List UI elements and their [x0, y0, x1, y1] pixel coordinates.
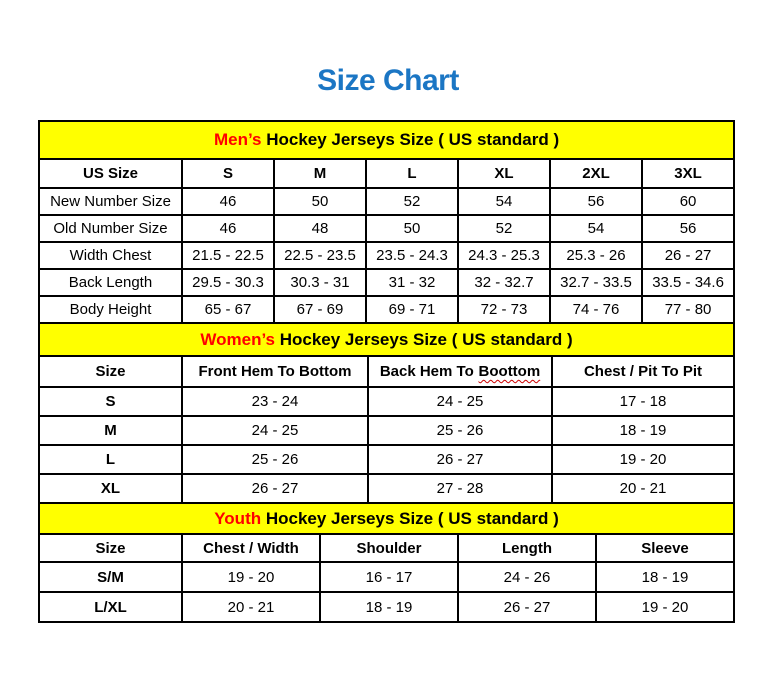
mens-accent-word: Men’s [213, 130, 262, 149]
table-cell: 24 - 26 [458, 562, 596, 592]
table-row [39, 474, 734, 503]
table-cell: 21.5 - 22.5 [182, 242, 274, 269]
row-label: S [39, 387, 182, 416]
table-cell: 52 [458, 215, 550, 242]
table-cell: 48 [274, 215, 366, 242]
table-cell: 65 - 67 [182, 296, 274, 323]
table-cell: 54 [550, 215, 642, 242]
table-row [39, 387, 734, 416]
table-cell: 69 - 71 [366, 296, 458, 323]
column-header-text: Back Hem To [379, 363, 474, 380]
row-label: Back Length [39, 269, 182, 296]
mens-section-header [39, 121, 734, 159]
table-cell: 77 - 80 [642, 296, 734, 323]
youth-title-rest: Hockey Jerseys Size ( US standard ) [261, 508, 559, 528]
row-label: Width Chest [39, 242, 182, 269]
size-chart-tables [38, 120, 733, 623]
table-cell: 25 - 26 [368, 416, 552, 445]
womens-section-title [39, 323, 734, 356]
table-cell: 18 - 19 [596, 562, 734, 592]
column-header: 3XL [642, 159, 734, 188]
column-header: S [182, 159, 274, 188]
table-cell: 60 [642, 188, 734, 215]
table-cell: 24.3 - 25.3 [458, 242, 550, 269]
table-row [39, 242, 734, 269]
row-label: Old Number Size [39, 215, 182, 242]
table-cell: 46 [182, 215, 274, 242]
column-header-with-typo [368, 356, 552, 387]
table-row [39, 592, 734, 622]
mens-size-table [38, 120, 735, 324]
column-header: Size [39, 534, 182, 562]
row-label: S/M [39, 562, 182, 592]
table-row [39, 215, 734, 242]
table-cell: 23.5 - 24.3 [366, 242, 458, 269]
column-header: Shoulder [320, 534, 458, 562]
row-label: Body Height [39, 296, 182, 323]
table-cell: 19 - 20 [552, 445, 734, 474]
table-cell: 24 - 25 [182, 416, 368, 445]
table-cell: 33.5 - 34.6 [642, 269, 734, 296]
column-header: M [274, 159, 366, 188]
table-cell: 25 - 26 [182, 445, 368, 474]
misspelled-word: Boottom [478, 363, 541, 380]
table-cell: 29.5 - 30.3 [182, 269, 274, 296]
table-cell: 20 - 21 [182, 592, 320, 622]
column-header: Size [39, 356, 182, 387]
table-row [39, 269, 734, 296]
womens-section-header [39, 323, 734, 356]
table-cell: 18 - 19 [320, 592, 458, 622]
mens-title-rest: Hockey Jerseys Size ( US standard ) [261, 130, 560, 149]
table-cell: 31 - 32 [366, 269, 458, 296]
column-header: US Size [39, 159, 182, 188]
column-header: L [366, 159, 458, 188]
table-cell: 32.7 - 33.5 [550, 269, 642, 296]
column-header: XL [458, 159, 550, 188]
table-cell: 18 - 19 [552, 416, 734, 445]
mens-header-row [39, 159, 734, 188]
table-cell: 19 - 20 [182, 562, 320, 592]
youth-size-table [38, 502, 735, 623]
row-label: New Number Size [39, 188, 182, 215]
table-cell: 26 - 27 [642, 242, 734, 269]
table-cell: 22.5 - 23.5 [274, 242, 366, 269]
youth-accent-word: Youth [214, 508, 262, 528]
table-cell: 20 - 21 [552, 474, 734, 503]
column-header: Chest / Pit To Pit [552, 356, 734, 387]
table-cell: 72 - 73 [458, 296, 550, 323]
table-row [39, 416, 734, 445]
column-header: 2XL [550, 159, 642, 188]
table-cell: 50 [274, 188, 366, 215]
column-header: Length [458, 534, 596, 562]
womens-title-rest: Hockey Jerseys Size ( US standard ) [275, 329, 573, 349]
row-label: XL [39, 474, 182, 503]
column-header: Chest / Width [182, 534, 320, 562]
table-cell: 67 - 69 [274, 296, 366, 323]
column-header: Sleeve [596, 534, 734, 562]
table-cell: 56 [642, 215, 734, 242]
table-cell: 46 [182, 188, 274, 215]
table-row [39, 296, 734, 323]
table-cell: 32 - 32.7 [458, 269, 550, 296]
row-label: M [39, 416, 182, 445]
table-cell: 52 [366, 188, 458, 215]
table-cell: 25.3 - 26 [550, 242, 642, 269]
table-row [39, 445, 734, 474]
table-cell: 56 [550, 188, 642, 215]
youth-section-header [39, 503, 734, 534]
table-cell: 17 - 18 [552, 387, 734, 416]
table-cell: 26 - 27 [182, 474, 368, 503]
womens-header-row [39, 356, 734, 387]
womens-accent-word: Women’s [200, 329, 275, 349]
row-label: L [39, 445, 182, 474]
table-cell: 16 - 17 [320, 562, 458, 592]
mens-section-title [39, 121, 734, 159]
table-row [39, 562, 734, 592]
row-label: L/XL [39, 592, 182, 622]
youth-header-row [39, 534, 734, 562]
table-cell: 24 - 25 [368, 387, 552, 416]
table-cell: 54 [458, 188, 550, 215]
table-cell: 26 - 27 [458, 592, 596, 622]
table-cell: 30.3 - 31 [274, 269, 366, 296]
table-cell: 23 - 24 [182, 387, 368, 416]
page-title: Size Chart [317, 64, 459, 97]
table-cell: 26 - 27 [368, 445, 552, 474]
table-row [39, 188, 734, 215]
table-cell: 50 [366, 215, 458, 242]
youth-section-title [39, 503, 734, 534]
table-cell: 19 - 20 [596, 592, 734, 622]
womens-size-table [38, 322, 735, 504]
table-cell: 74 - 76 [550, 296, 642, 323]
table-cell: 27 - 28 [368, 474, 552, 503]
column-header: Front Hem To Bottom [182, 356, 368, 387]
